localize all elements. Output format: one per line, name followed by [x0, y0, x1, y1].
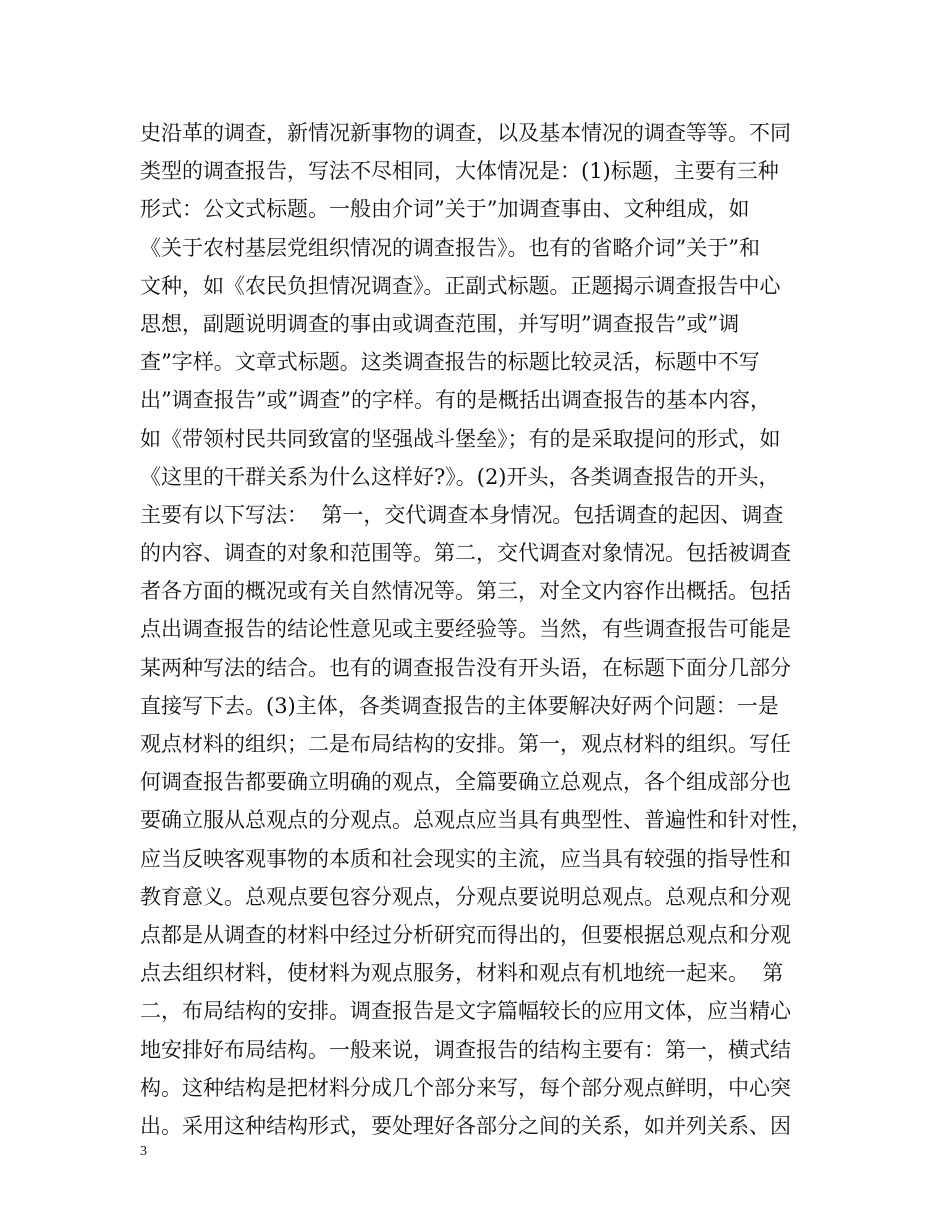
text-line: 形式：公文式标题。一般由介词”关于”加调查事由、文种组成，如: [140, 197, 750, 222]
text-line: 出”调查报告”或”调查”的字样。有的是概括出调查报告的基本内容，: [140, 388, 771, 413]
text-line: 观点材料的组织；二是布局结构的安排。第一，观点材料的组织。写任: [140, 732, 791, 756]
text-line: 者各方面的概况或有关自然情况等。第三，对全文内容作出概括。包括: [140, 579, 791, 604]
text-line: 直接写下去。(3)主体，各类调查报告的主体要解决好两个问题：一是: [140, 693, 779, 718]
text-line: 如《带领村民共同致富的坚强战斗堡垒》；有的是采取提问的形式，如: [140, 426, 781, 451]
text-line: 构。这种结构是把材料分成几个部分来写，每个部分观点鲜明，中心突: [140, 1075, 791, 1100]
text-line: 点都是从调查的材料中经过分析研究而得出的，但要根据总观点和分观: [140, 922, 791, 947]
text-line: 某两种写法的结合。也有的调查报告没有开头语，在标题下面分几部分: [140, 655, 791, 680]
text-line: 要确立服从总观点的分观点。总观点应当具有典型性、普遍性和针对性，: [140, 808, 812, 833]
text-line: 的内容、调查的对象和范围等。第二，交代调查对象情况。包括被调查: [140, 541, 791, 566]
text-line: 文种，如《农民负担情况调查》。正副式标题。正题揭示调查报告中心: [140, 273, 781, 298]
text-line: 史沿革的调查，新情况新事物的调查，以及基本情况的调查等等。不同: [140, 121, 791, 145]
text-line: 教育意义。总观点要包容分观点，分观点要说明总观点。总观点和分观: [140, 884, 791, 909]
text-line: 查”字样。文章式标题。这类调查报告的标题比较灵活，标题中不写: [140, 350, 760, 375]
text-line: 地安排好布局结构。一般来说，调查报告的结构主要有：第一，横式结: [140, 1037, 791, 1062]
body-text: [140, 114, 820, 1145]
text-line: 《关于农村基层党组织情况的调查报告》。也有的省略介词”关于”和: [140, 235, 760, 260]
text-line: 点出调查报告的结论性意见或主要经验等。当然，有些调查报告可能是: [140, 617, 791, 642]
page-number: 3: [140, 1144, 147, 1159]
text-line: 二，布局结构的安排。调查报告是文字篇幅较长的应用文体，应当精心: [140, 999, 791, 1024]
text-line: 类型的调查报告，写法不尽相同，大体情况是：(1)标题，主要有三种: [140, 159, 779, 184]
text-line: 主要有以下写法： 第一，交代调查本身情况。包括调查的起因、调查: [140, 502, 784, 527]
text-line: 思想，副题说明调查的事由或调查范围，并写明”调查报告”或”调: [140, 311, 740, 336]
text-line: 何调查报告都要确立明确的观点，全篇要确立总观点，各个组成部分也: [140, 770, 791, 795]
text-line: 点去组织材料，使材料为观点服务，材料和观点有机地统一起来。 第: [140, 961, 784, 986]
text-line: 《这里的干群关系为什么这样好?》。(2)开头，各类调查报告的开头，: [140, 464, 780, 489]
text-line: 出。采用这种结构形式，要处理好各部分之间的关系，如并列关系、因: [140, 1113, 791, 1138]
text-line: 应当反映客观事物的本质和社会现实的主流，应当具有较强的指导性和: [140, 846, 791, 871]
